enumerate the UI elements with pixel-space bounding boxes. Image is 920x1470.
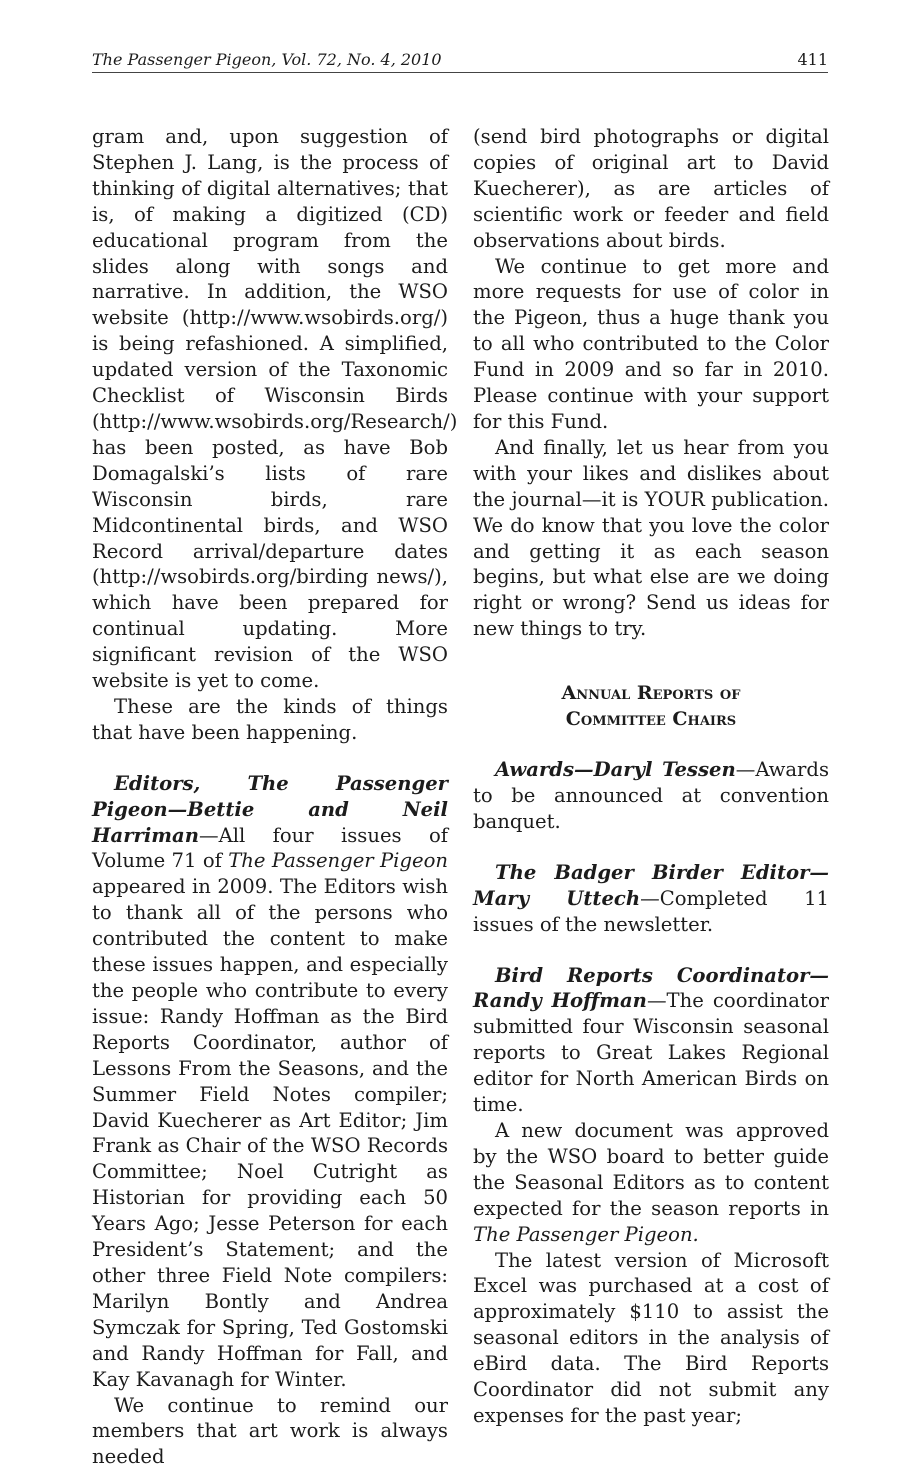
awards-text: —Awards to be announced at convention banquet. [473,758,829,833]
running-header [92,46,828,73]
badger-birder-text: —Completed 11 issues of the newsletter. [473,887,829,936]
paragraph-digital-alternatives: gram and, upon suggestion of Stephen J. Lang, is the process of thinking of digital alternatives; that is, of making a digitized (CD) educational program from the slides along with songs and narrative. In addition, the WSO website (http://www.wsobirds.org/) is being refashioned. A simplified, updated version of the Taxonomic Checklist of Wisconsin Birds (http://www.wsobirds.org/Research/) has been posted, as have Bob Domagalski’s lists of rare Wisconsin birds, rare Midcontinental birds, and WSO Record arrival/departure dates (http://wsobirds.org/birding news/), which have been prepared for continual updating. More significant revision of the WSO website is yet to come. [92,124,448,694]
section-heading-annual-reports [473,680,829,732]
section-heading-line-1: Annual Reports of [473,680,829,706]
bird-reports-text: —The coordinator submitted four Wisconsin seasonal reports to Great Lakes Regional editor for North American Birds on time. [473,989,829,1116]
paragraph-art-reminder: We continue to remind our members that art work is always needed [92,1393,448,1470]
paragraph-color-fund: We continue to get more and more requests for use of color in the Pigeon, thus a huge thank you to all who contributed to the Color Fund in 2009 and so far in 2010. Please continue with your support for this Fund. [473,254,829,435]
paragraph-things-happening: These are the kinds of things that have been happening. [92,694,448,746]
journal-citation: The Passenger Pigeon, Vol. 72, No. 4, 2010 [92,50,442,69]
editors-report-text-a: —All four issues of Volume 71 of [92,824,448,873]
awards-heading: Awards—Daryl Tessen [495,758,736,781]
paragraph-feedback: And finally, let us hear from you with your likes and dislikes about the journal—it is YOUR publication. We do know that you love the color and getting it as each season begins, but what else are we doing right or wrong? Send us ideas for new things to try. [473,435,829,642]
new-document-text: A new document was approved by the WSO board to better guide the Seasonal Editors as to content expected for the season reports in [473,1119,829,1220]
paragraph-badger-birder [473,860,829,938]
paragraph-excel: The latest version of Microsoft Excel was purchased at a cost of approximately $110 to assist the seasonal editors in the analysis of eBird data. The Bird Reports Coordinator did not submit any expenses for the past year; [473,1248,829,1429]
left-column [92,124,448,1470]
paragraph-bird-reports [473,963,829,1118]
editors-report-text-b: appeared in 2009. The Editors wish to thank all of the persons who contributed the content to make these issues happen, and especially the people who contribute to every issue: Randy Hoffman as the Bird Reports Coordinator, author of Lessons From the Seasons, and the Summer Field Notes compiler; David Kuecherer as Art Editor; Jim Frank as Chair of the WSO Records Committee; Noel Cutright as Historian for providing each 50 Years Ago; Jesse Peterson for each President’s Statement; and the other three Field Note compilers: Marilyn Bontly and Andrea Symczak for Spring, Ted Gostomski and Randy Hoffman for Fall, and Kay Kavanagh for Winter. [92,875,448,1390]
badger-birder-heading: The Badger Birder Editor—Mary Uttech [473,861,829,910]
paragraph-new-document [473,1118,829,1248]
paragraph-send-photographs: (send bird photographs or digital copies of original art to David Kuecherer), as are articles of scientific work or feeder and field observations about birds. [473,124,829,254]
new-document-journal-title: The Passenger Pigeon. [473,1223,699,1246]
page-number: 411 [797,50,828,69]
editors-report-heading: Editors, The Passenger Pigeon—Bettie and Neil Harriman [92,772,448,847]
right-column [473,124,829,1429]
paragraph-awards [473,757,829,835]
bird-reports-heading: Bird Reports Coordinator—Randy Hoffman [473,964,829,1013]
editors-report-journal-title: The Passenger Pigeon [228,849,448,872]
paragraph-editors-report [92,771,448,1393]
section-heading-line-2: Committee Chairs [473,706,829,732]
